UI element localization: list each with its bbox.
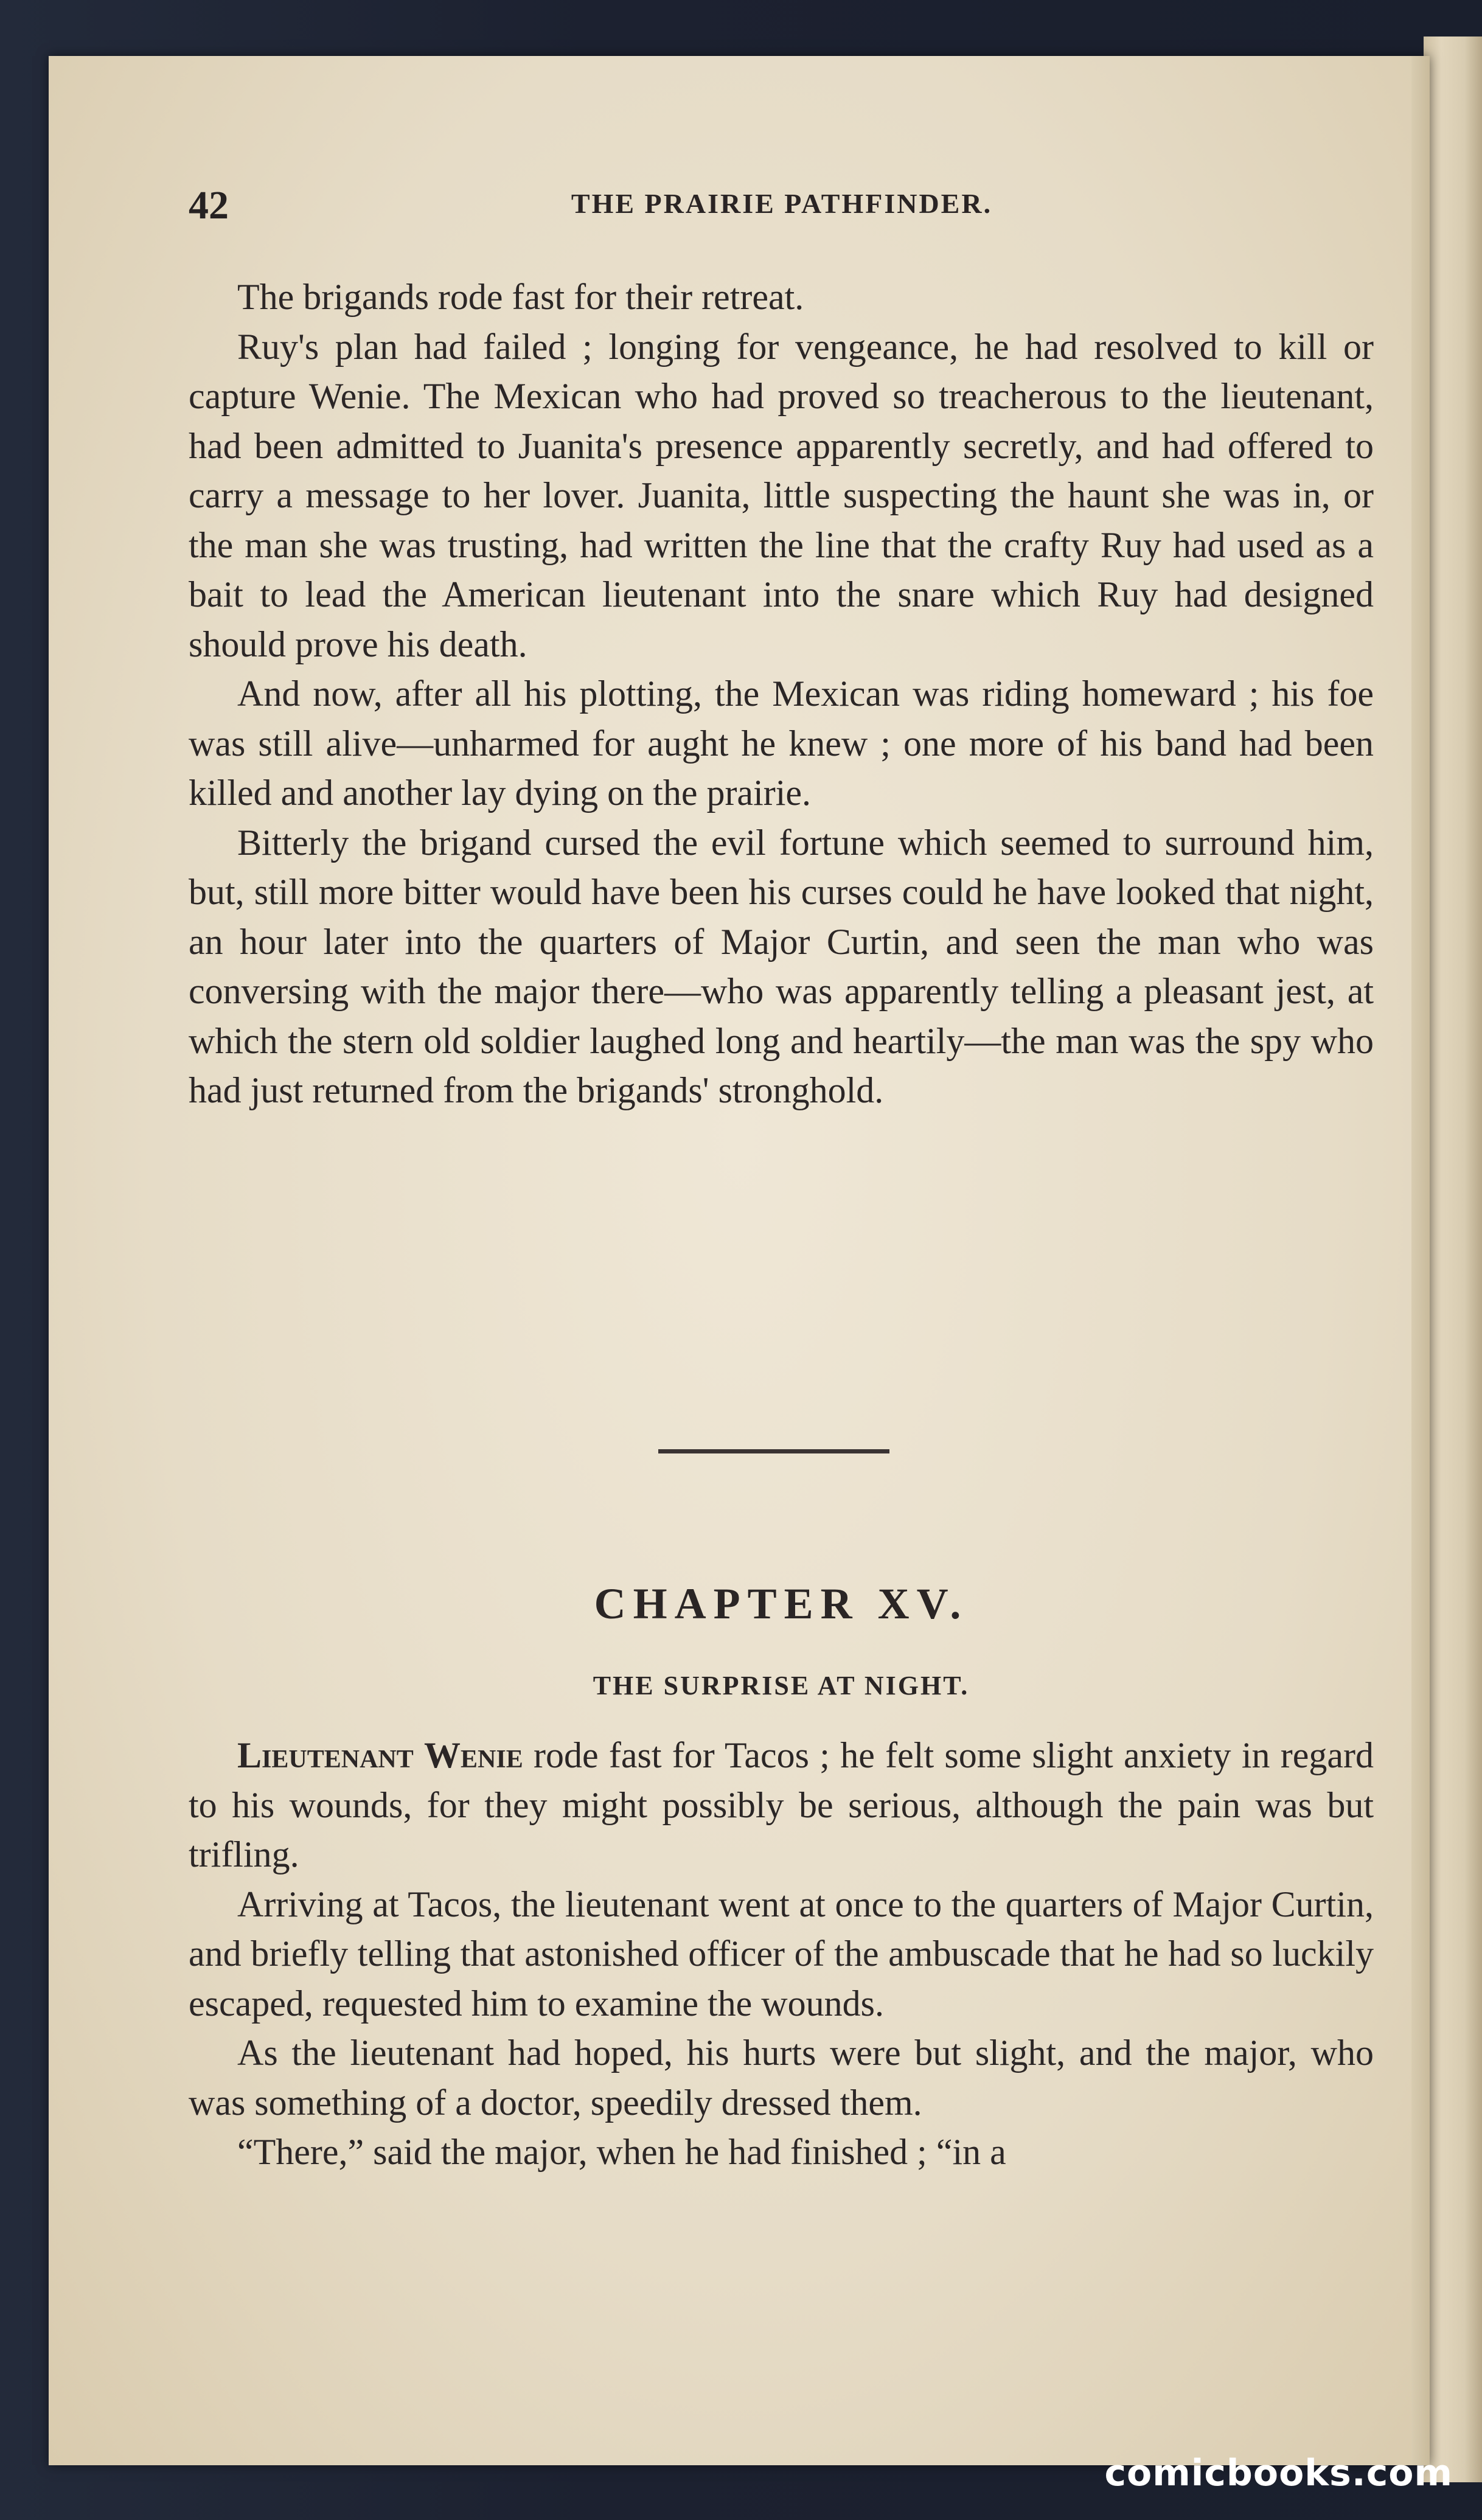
page-header xyxy=(189,183,1375,231)
chapter-text xyxy=(189,1731,1374,2177)
chapter-subtitle: THE SURPRISE AT NIGHT. xyxy=(593,1671,970,1700)
paragraph: Bitterly the brigand cursed the evil fortune which seemed to surround him, but, still more bitter would have been his curses could he have looked that night, an hour later into the quarters of Major Curtin, and seen the man who was conversing with the major there—who was apparently telling a pleasant jest, at which the stern old soldier laughed long and heartily—the man was the spy who had just returned from the brigands' stronghold. xyxy=(189,822,1374,1110)
paragraph: As the lieutenant had hoped, his hurts were but slight, and the major, who was something of a doctor, speedily dressed them. xyxy=(189,2033,1374,2123)
chapter-title: CHAPTER XV. xyxy=(594,1579,969,1628)
page-edge xyxy=(1424,37,1482,2482)
running-head: THE PRAIRIE PATHFINDER. xyxy=(571,188,993,219)
page-number: 42 xyxy=(189,183,229,228)
paragraph xyxy=(189,1731,1374,1880)
body-text xyxy=(189,273,1374,1116)
page-edge-inner xyxy=(1411,56,1430,2465)
paragraph: The brigands rode fast for their retreat. xyxy=(237,277,804,317)
paragraph: Ruy's plan had failed ; longing for vengeance, he had resolved to kill or capture Wenie. The Mexican who had proved so treacherous to the lieutenant, had been admitted to Juanita's presence apparently secretly, and had offered to carry a message to her lover. Juanita, little suspecting the haunt she was in, or the man she was trusting, had written the line that the crafty Ruy had used as a bait to lead the American lieutenant into the snare which Ruy had designed should prove his death. xyxy=(189,326,1374,664)
paragraph: And now, after all his plotting, the Mexican was riding homeward ; his foe was still alive—unharmed for aught he knew ; one more of his band had been killed and another lay dying on the prairie. xyxy=(189,674,1374,813)
lead-word: Lieutenant xyxy=(237,1735,414,1775)
paragraph: Arriving at Tacos, the lieutenant went at once to the quarters of Major Curtin, and briefly telling that astonished officer of the ambuscade that he had so luckily escaped, requested him to examine the wounds. xyxy=(189,1884,1374,2024)
lead-name: Wenie xyxy=(424,1735,523,1775)
section-divider xyxy=(658,1449,889,1453)
watermark: comicbooks.com xyxy=(1104,2452,1453,2494)
paragraph-rest: rode fast for Tacos ; he felt some slight anxiety in regard to his wounds, for they might possibly be serious, although the pain was but trifling. xyxy=(189,1735,1374,1874)
paragraph: “There,” said the major, when he had finished ; “in a xyxy=(237,2132,1006,2172)
